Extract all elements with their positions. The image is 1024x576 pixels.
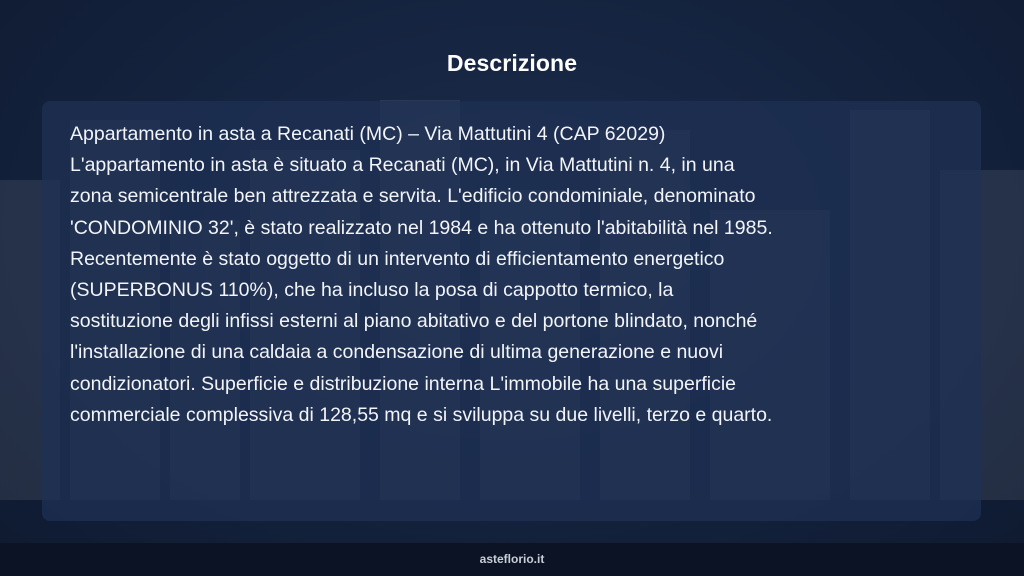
footer-site-label: asteflorio.it: [479, 552, 545, 566]
description-line: L'appartamento in asta è situato a Recanati (MC), in Via Mattutini n. 4, in una: [70, 154, 735, 177]
description-text: [70, 119, 953, 431]
section-title: Descrizione: [446, 50, 578, 76]
description-line: (SUPERBONUS 110%), che ha incluso la posa di cappotto termico, la: [70, 279, 674, 302]
description-line: condizionatori. Superficie e distribuzione interna L'immobile ha una superficie: [70, 372, 737, 395]
description-line: l'installazione di una caldaia a condensazione di ultima generazione e nuovi: [70, 341, 724, 364]
description-line: zona semicentrale ben attrezzata e servita. L'edificio condominiale, denominato: [70, 185, 756, 208]
description-card: [42, 101, 981, 521]
description-line: Appartamento in asta a Recanati (MC) – Via Mattutini 4 (CAP 62029): [70, 123, 666, 145]
description-line: commerciale complessiva di 128,55 mq e si sviluppa su due livelli, terzo e quarto.: [70, 403, 773, 426]
description-line: sostituzione degli infissi esterni al piano abitativo e del portone blindato, nonché: [70, 310, 758, 333]
description-line: 'CONDOMINIO 32', è stato realizzato nel 1984 e ha ottenuto l'abitabilità nel 1985.: [70, 216, 773, 239]
description-line: Recentemente è stato oggetto di un intervento di efficientamento energetico: [70, 247, 725, 270]
footer-bar: [0, 543, 1024, 576]
